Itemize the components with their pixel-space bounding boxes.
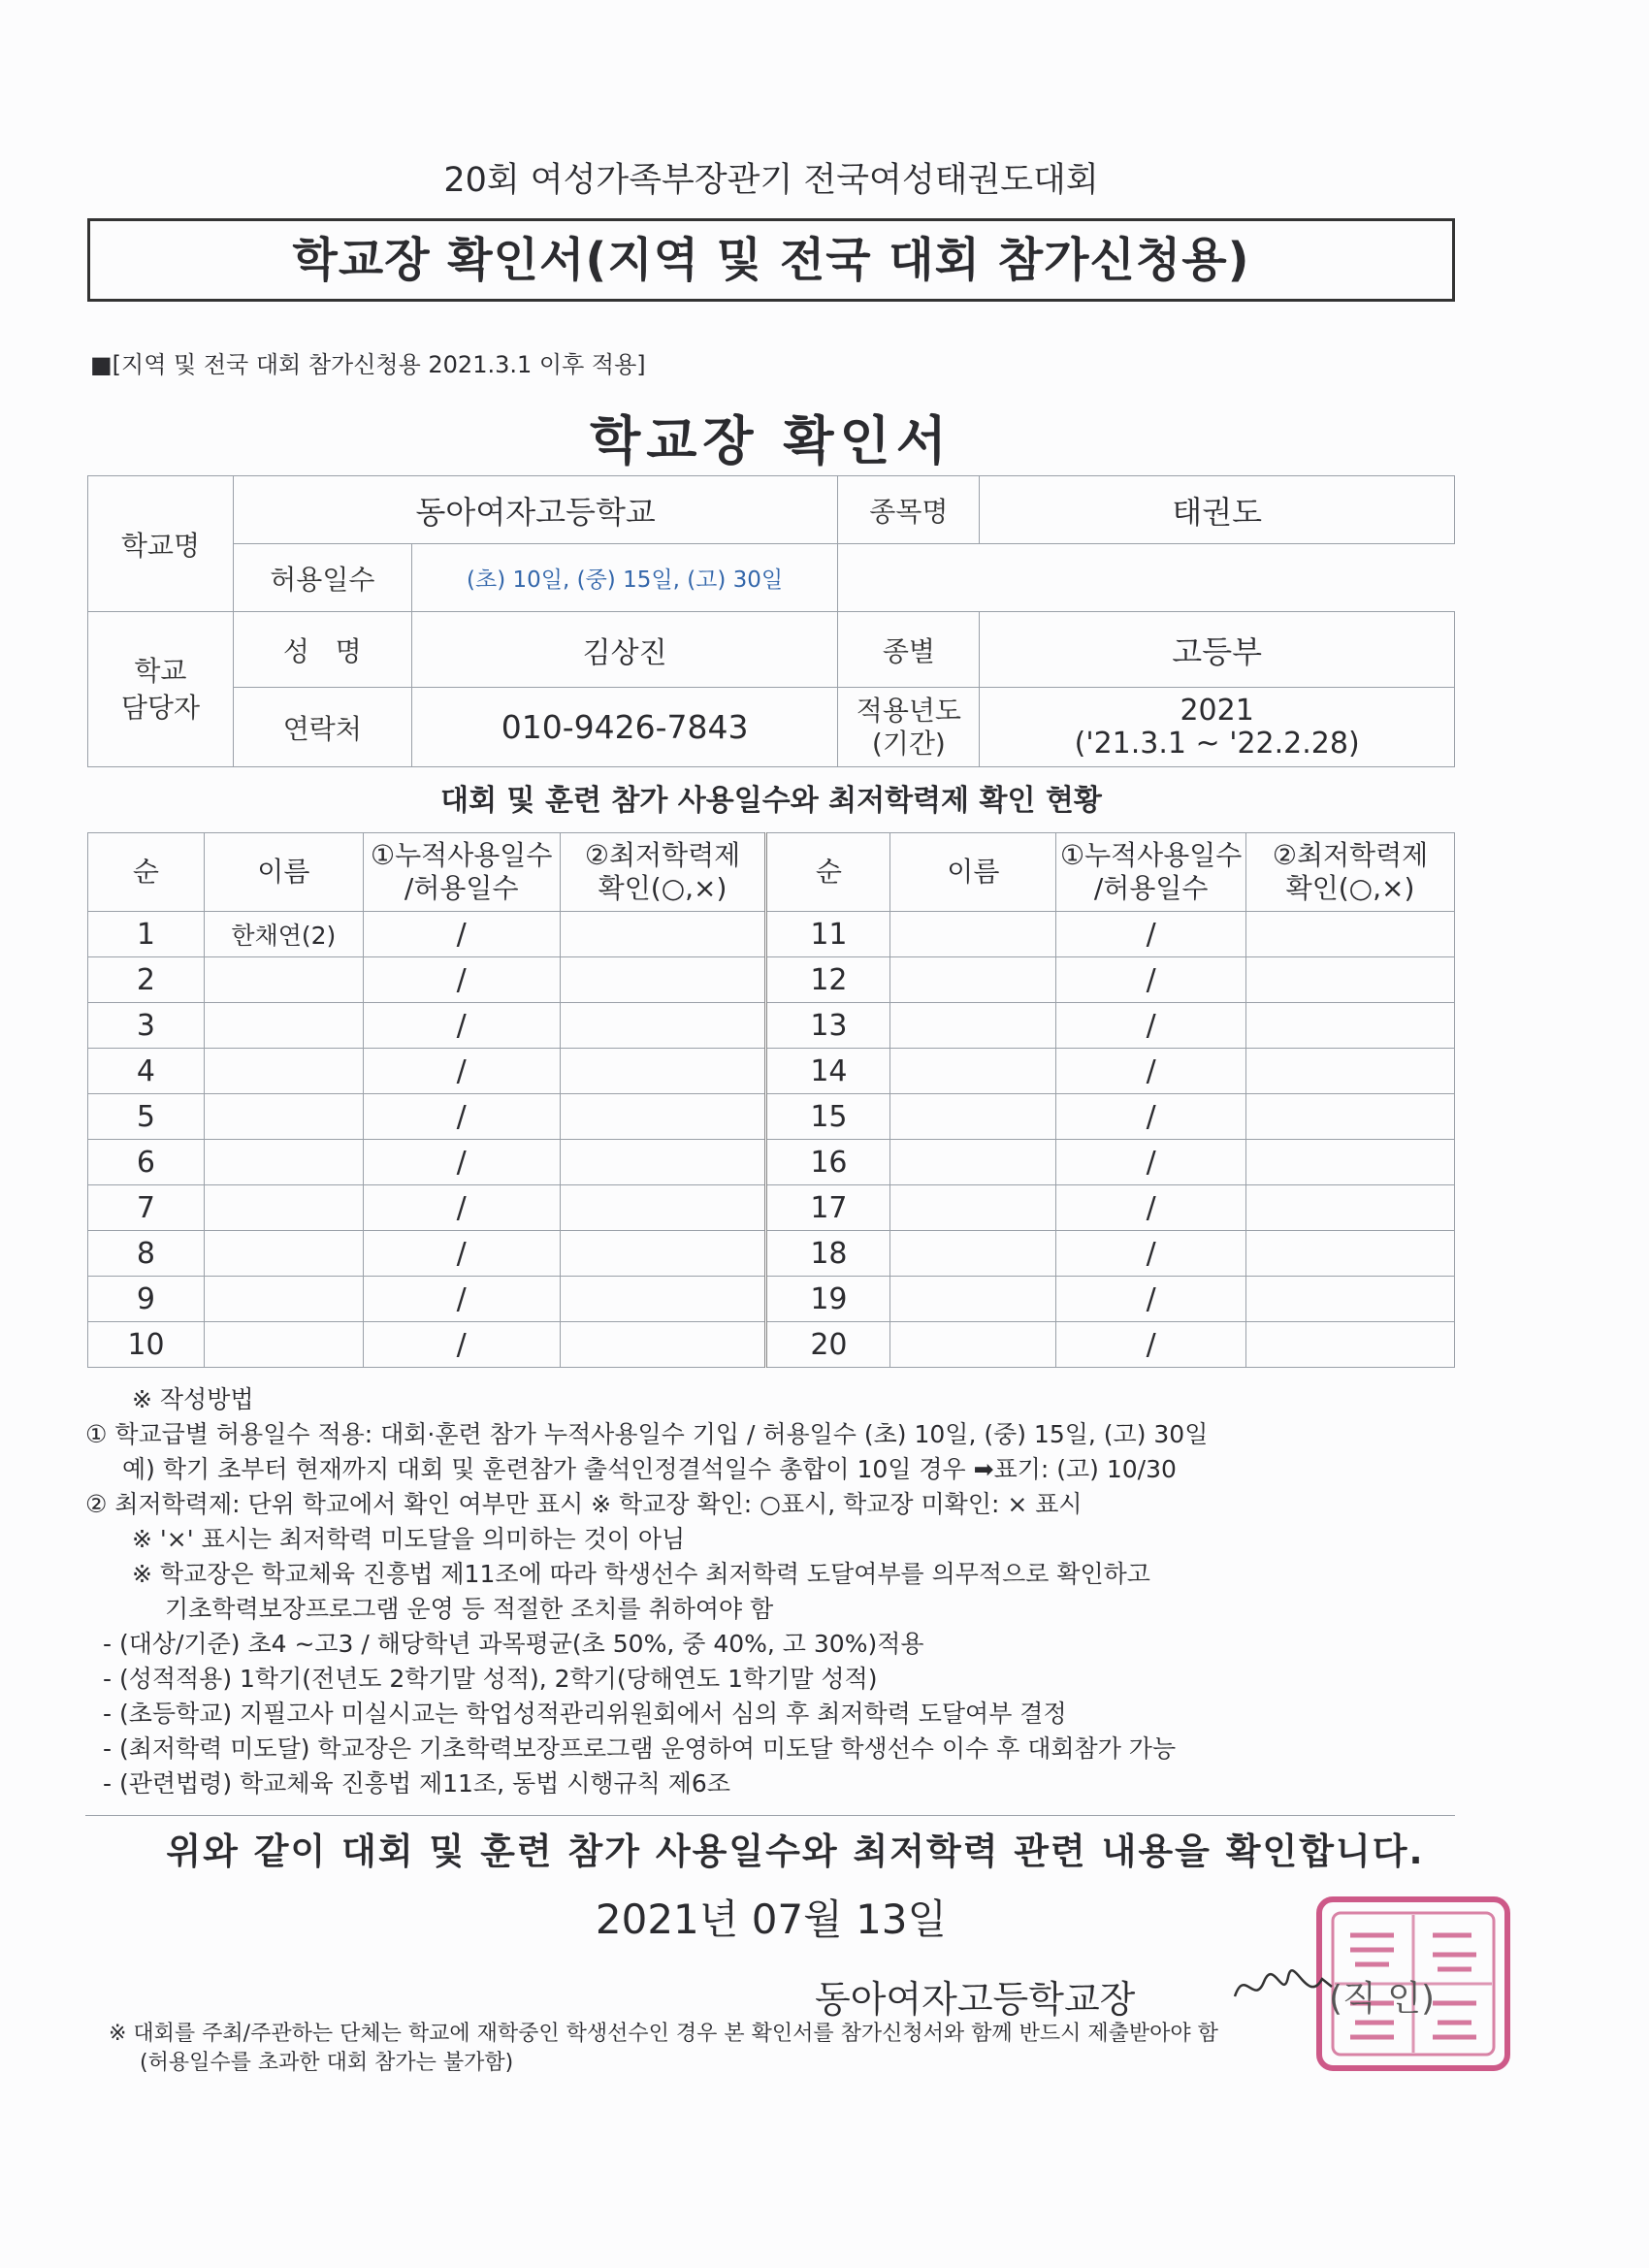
writing-instructions — [85, 1382, 1482, 1816]
year-cell — [980, 688, 1455, 767]
row-number: 2 — [88, 957, 205, 1003]
notes-divider — [85, 1815, 1455, 1816]
note-detail: - (초등학교) 지필고사 미실시교는 학업성적관리위원회에서 심의 후 최저학력 도달여부 결정 — [103, 1700, 1067, 1728]
academic-check-cell — [560, 1094, 766, 1140]
athlete-name: 한채연(2) — [204, 912, 363, 957]
note-sub-1: ※ '×' 표시는 최저학력 미도달을 의미하는 것이 아님 — [132, 1525, 686, 1553]
principal-name: 동아여자고등학교장 — [815, 1978, 1136, 2021]
athlete-name — [890, 1322, 1056, 1368]
days-used-cell: / — [363, 1185, 560, 1231]
table-row — [88, 1140, 1455, 1185]
athlete-name — [890, 957, 1056, 1003]
note-detail: - (성적적용) 1학기(전년도 2학기말 성적), 2학기(당해연도 1학기말 성적) — [103, 1665, 878, 1693]
athlete-name — [890, 1003, 1056, 1049]
header-academic: ②최저학력제 확인(○,×) — [1246, 833, 1455, 912]
document-box-title: 학교장 확인서(지역 및 전국 대회 참가신청용) — [87, 218, 1455, 302]
athlete-name — [890, 1185, 1056, 1231]
days-used-cell: / — [1056, 1003, 1246, 1049]
academic-check-cell — [560, 1049, 766, 1094]
academic-check-cell — [1246, 1185, 1455, 1231]
seal-label: (직 인) — [1329, 1979, 1436, 2019]
table-row — [88, 1185, 1455, 1231]
applicability-note: ■[지역 및 전국 대회 참가신청용 2021.3.1 이후 적용] — [90, 351, 646, 378]
days-used-cell: / — [363, 1049, 560, 1094]
row-number: 18 — [766, 1231, 890, 1277]
confirmation-statement: 위와 같이 대회 및 훈련 참가 사용일수와 최저학력 관련 내용을 확인합니다. — [166, 1831, 1425, 1872]
athlete-name — [204, 1277, 363, 1322]
days-used-cell: / — [363, 1322, 560, 1368]
table-row — [88, 957, 1455, 1003]
athlete-name — [204, 957, 363, 1003]
athlete-name — [204, 1094, 363, 1140]
note-sub-2: ※ 학교장은 학교체육 진흥법 제11조에 따라 학생선수 최저학력 도달여부를 의무적으로 확인하고 — [132, 1560, 1150, 1588]
note-detail: - (최저학력 미도달) 학교장은 기초학력보장프로그램 운영하여 미도달 학생선수 이수 후 대회참가 가능 — [103, 1734, 1177, 1763]
division-label: 종별 — [838, 612, 980, 688]
table-row — [88, 1322, 1455, 1368]
note-item-1: ① 학교급별 허용일수 적용: 대회·훈련 참가 누적사용일수 기입 / 허용일수 (초) 10일, (중) 15일, (고) 30일 — [85, 1420, 1209, 1448]
row-number: 10 — [88, 1322, 205, 1368]
academic-check-cell — [1246, 1049, 1455, 1094]
academic-check-cell — [1246, 1231, 1455, 1277]
academic-check-cell — [560, 1322, 766, 1368]
row-number: 11 — [766, 912, 890, 957]
row-number: 7 — [88, 1185, 205, 1231]
academic-check-cell — [560, 1003, 766, 1049]
row-number: 13 — [766, 1003, 890, 1049]
days-used-cell: / — [1056, 1231, 1246, 1277]
row-number: 12 — [766, 957, 890, 1003]
athlete-name — [204, 1231, 363, 1277]
row-number: 4 — [88, 1049, 205, 1094]
row-number: 3 — [88, 1003, 205, 1049]
days-used-cell: / — [363, 1003, 560, 1049]
days-used-cell: / — [1056, 1277, 1246, 1322]
athlete-name — [204, 1003, 363, 1049]
notes-heading: ※ 작성방법 — [132, 1385, 254, 1413]
row-number: 1 — [88, 912, 205, 957]
note-item-1-example: 예) 학기 초부터 현재까지 대회 및 훈련참가 출석인정결석일수 총합이 10일 경우 ➡표기: (고) 10/30 — [122, 1455, 1177, 1483]
row-number: 5 — [88, 1094, 205, 1140]
table-row — [88, 1277, 1455, 1322]
table-row — [88, 912, 1455, 957]
table-row — [88, 1094, 1455, 1140]
athlete-name — [890, 1049, 1056, 1094]
row-number: 8 — [88, 1231, 205, 1277]
days-used-cell: / — [1056, 1049, 1246, 1094]
athlete-name — [204, 1049, 363, 1094]
row-number: 20 — [766, 1322, 890, 1368]
header-academic: ②최저학력제 확인(○,×) — [560, 833, 766, 912]
header-name: 이름 — [890, 833, 1056, 912]
days-used-cell: / — [1056, 912, 1246, 957]
note-detail: - (관련법령) 학교체육 진흥법 제11조, 동법 시행규칙 제6조 — [103, 1769, 730, 1798]
header-days: ①누적사용일수 /허용일수 — [363, 833, 560, 912]
school-label: 학교명 — [88, 476, 234, 612]
days-used-cell: / — [1056, 1094, 1246, 1140]
academic-check-cell — [1246, 1277, 1455, 1322]
athlete-name — [890, 1140, 1056, 1185]
academic-check-cell — [560, 912, 766, 957]
academic-check-cell — [1246, 957, 1455, 1003]
academic-check-cell — [560, 1277, 766, 1322]
academic-check-cell — [1246, 1322, 1455, 1368]
sport-label: 종목명 — [838, 476, 980, 544]
row-number: 9 — [88, 1277, 205, 1322]
header-name: 이름 — [204, 833, 363, 912]
days-used-cell: / — [363, 957, 560, 1003]
allowed-days-label: 허용일수 — [233, 544, 411, 612]
phone-label: 연락처 — [233, 688, 411, 767]
allowed-days-value: (초) 10일, (중) 15일, (고) 30일 — [411, 544, 838, 612]
athlete-name — [890, 1231, 1056, 1277]
row-number: 19 — [766, 1277, 890, 1322]
days-used-cell: / — [1056, 1322, 1246, 1368]
footnote-line: ※ 대회를 주최/주관하는 단체는 학교에 재학중인 학생선수인 경우 본 확인서를 참가신청서와 함께 반드시 제출받아야 함 — [109, 2022, 1218, 2046]
academic-check-cell — [560, 1231, 766, 1277]
name-label: 성 명 — [233, 612, 411, 688]
academic-check-cell — [560, 957, 766, 1003]
year-label: 적용년도 (기간) — [838, 688, 980, 767]
days-used-cell: / — [363, 1094, 560, 1140]
days-used-cell: / — [363, 1140, 560, 1185]
days-used-cell: / — [1056, 1140, 1246, 1185]
year-value: 2021 — [1180, 693, 1254, 728]
athlete-name — [204, 1185, 363, 1231]
table-row — [88, 1003, 1455, 1049]
athlete-name — [890, 1277, 1056, 1322]
phone-value: 010-9426-7843 — [411, 688, 838, 767]
athlete-name — [204, 1322, 363, 1368]
contact-name: 김상진 — [411, 612, 838, 688]
contact-person-label: 학교 담당자 — [88, 612, 234, 767]
days-used-cell: / — [363, 912, 560, 957]
roster-table — [87, 832, 1455, 1368]
issue-date: 2021년 07월 13일 — [595, 1895, 948, 1943]
days-used-cell: / — [363, 1277, 560, 1322]
header-days: ①누적사용일수 /허용일수 — [1056, 833, 1246, 912]
academic-check-cell — [1246, 1140, 1455, 1185]
athlete-name — [890, 912, 1056, 957]
athlete-name — [204, 1140, 363, 1185]
days-used-cell: / — [363, 1231, 560, 1277]
event-title: 20회 여성가족부장관기 전국여성태권도대회 — [443, 161, 1099, 200]
period-value: ('21.3.1 ~ '22.2.28) — [1074, 726, 1360, 761]
academic-check-cell — [1246, 1003, 1455, 1049]
days-used-cell: / — [1056, 1185, 1246, 1231]
note-item-2: ② 최저학력제: 단위 학교에서 확인 여부만 표시 ※ 학교장 확인: ○표시, 학교장 미확인: × 표시 — [85, 1490, 1083, 1518]
row-number: 16 — [766, 1140, 890, 1185]
athlete-name — [890, 1094, 1056, 1140]
division-value: 고등부 — [980, 612, 1455, 688]
main-title: 학교장 확인서 — [590, 410, 953, 471]
table-row — [88, 1049, 1455, 1094]
header-no: 순 — [766, 833, 890, 912]
academic-check-cell — [560, 1140, 766, 1185]
status-title: 대회 및 훈련 참가 사용일수와 최저학력제 확인 현황 — [440, 784, 1102, 818]
academic-check-cell — [1246, 1094, 1455, 1140]
note-detail: - (대상/기준) 초4 ~고3 / 해당학년 과목평균(초 50%, 중 40%, 고 30%)적용 — [103, 1630, 924, 1658]
school-info-table — [87, 475, 1455, 767]
row-number: 14 — [766, 1049, 890, 1094]
school-name: 동아여자고등학교 — [233, 476, 838, 544]
footnote — [109, 2020, 1218, 2078]
days-used-cell: / — [1056, 957, 1246, 1003]
academic-check-cell — [560, 1185, 766, 1231]
header-no: 순 — [88, 833, 205, 912]
academic-check-cell — [1246, 912, 1455, 957]
principal-signature — [1230, 1958, 1337, 2016]
row-number: 17 — [766, 1185, 890, 1231]
footnote-line: (허용일수를 초과한 대회 참가는 불가함) — [140, 2051, 514, 2075]
note-sub-2-cont: 기초학력보장프로그램 운영 등 적절한 조치를 취하여야 함 — [165, 1595, 774, 1623]
table-row — [88, 1231, 1455, 1277]
sport-value: 태권도 — [980, 476, 1455, 544]
row-number: 15 — [766, 1094, 890, 1140]
row-number: 6 — [88, 1140, 205, 1185]
